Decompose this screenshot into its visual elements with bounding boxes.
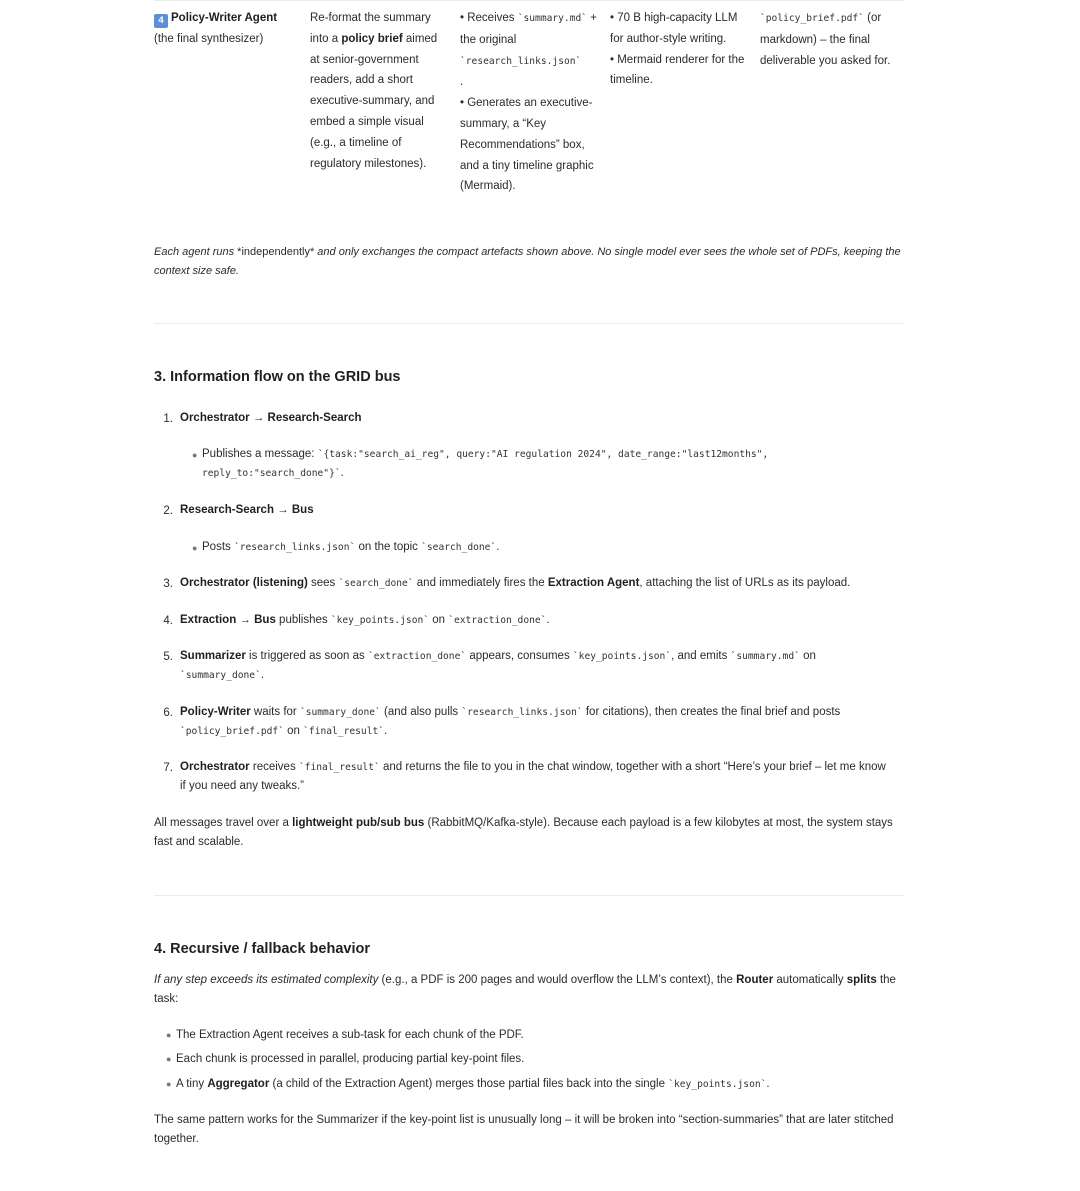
- paragraph: All messages travel over a lightweight pub/sub bus (RabbitMQ/Kafka-style). Because each payload is a few kilobytes at most, the system stays fast and scalable.: [154, 817, 893, 848]
- table-footnote: Each agent runs *independently* and only exchanges the compact artefacts shown above. No single model ever sees the whole set of PDFs, keeping the context size safe.: [154, 246, 901, 277]
- number-four-badge: 4: [154, 14, 168, 28]
- divider: [154, 323, 904, 324]
- bullet-icon: ●: [192, 543, 198, 553]
- agent-name: Policy-Writer Agent: [171, 12, 278, 24]
- table-cell-tools: • 70 B high-capacity LLM for author-style writing. • Mermaid renderer for the timeline.: [610, 12, 745, 87]
- table-cell-io: • Receives `summary.md` + the original `research_links.json` . • Generates an executive-summary, a “Key Recommendations” box, and a tiny timeline graphic (Mermaid).: [460, 12, 597, 193]
- table-cell-output: `policy_brief.pdf` (or markdown) – the final deliverable you asked for.: [760, 12, 891, 67]
- bullet-icon: ●: [166, 1054, 172, 1064]
- bullet-icon: ●: [166, 1030, 172, 1040]
- paragraph: The same pattern works for the Summarizer if the key-point list is unusually long – it will be broken into “section-summaries” that are later stitched together.: [154, 1114, 894, 1145]
- section-heading: 3. Information flow on the GRID bus: [154, 369, 401, 385]
- bullet-icon: ●: [192, 450, 198, 460]
- table-cell-role: Re-format the summary into a policy brief aimed at senior-government readers, add a short executive-summary, and embed a simple visual (e.g., a timeline of regulatory milestones).: [310, 12, 438, 170]
- table-cell-agent: [154, 8, 294, 50]
- divider: [154, 895, 904, 896]
- bullet-icon: ●: [166, 1079, 172, 1089]
- agent-subtitle: (the final synthesizer): [154, 32, 264, 45]
- policy-brief-term: policy brief: [341, 32, 403, 45]
- table-row: [154, 0, 904, 213]
- paragraph: If any step exceeds its estimated complexity (e.g., a PDF is 200 pages and would overflow the LLM’s context), the Router automatically splits the task:: [154, 974, 896, 1005]
- section-heading: 4. Recursive / fallback behavior: [154, 941, 370, 957]
